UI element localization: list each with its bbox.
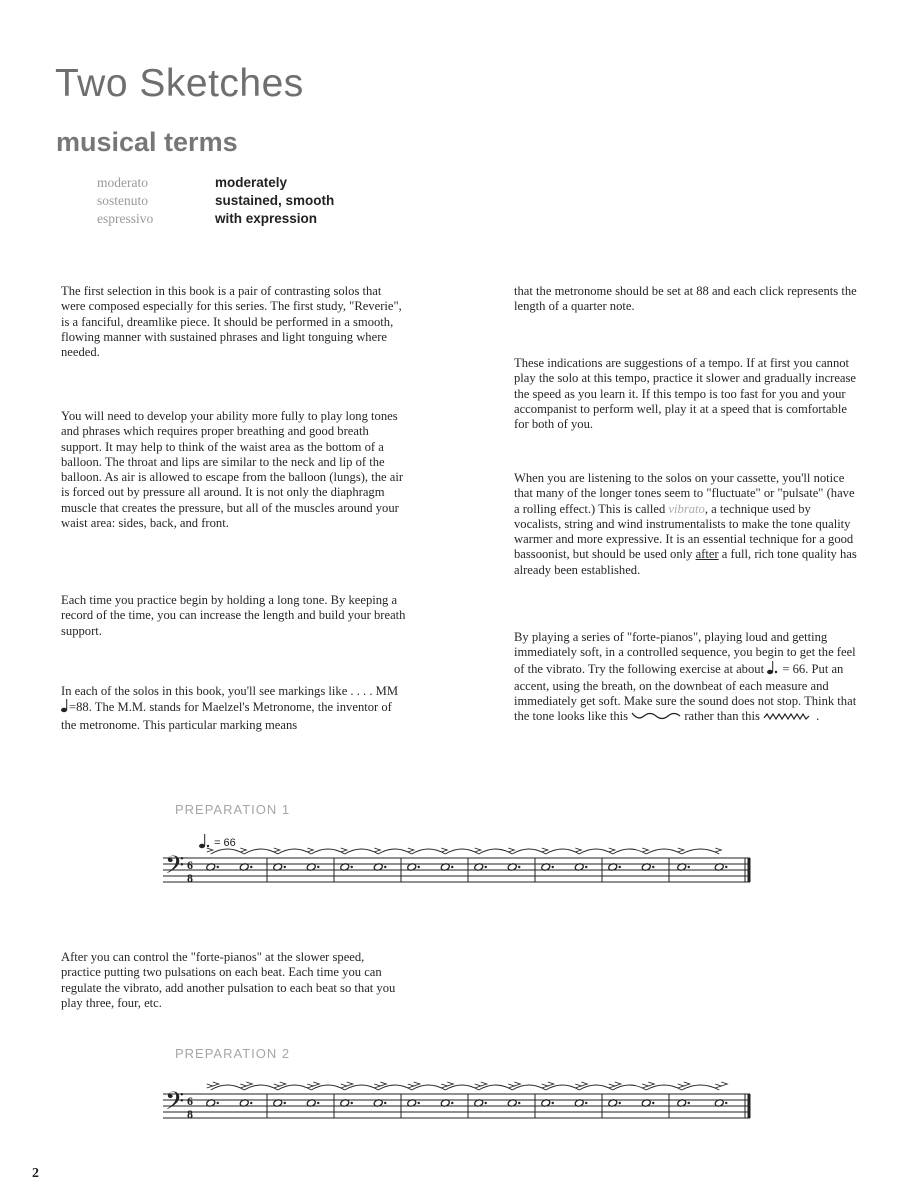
tempo-value: = 66 [214,837,236,849]
term-row [97,192,334,210]
tie [378,1085,412,1090]
section-title: musical terms [56,127,238,157]
accent-mark [542,1084,548,1088]
augmentation-dot [384,866,386,868]
augmentation-dot [451,1102,453,1104]
tie [682,849,720,854]
accent-mark [514,1082,520,1086]
tie [412,849,446,854]
augmentation-dot [552,866,554,868]
accent-mark [307,1084,313,1088]
augmentation-dot [284,866,286,868]
augmentation-dot [725,1102,727,1104]
accent-mark [481,1082,487,1086]
augmentation-dot [317,1102,319,1104]
accent-mark [648,1082,654,1086]
tie [512,849,546,854]
musical-terms-list [97,174,334,228]
tie [546,1085,580,1090]
accent-mark [642,848,648,852]
tie [646,849,682,854]
augmentation-dot [518,866,520,868]
accent-mark [414,1082,420,1086]
term-english: sustained, smooth [215,193,335,208]
paragraph: The first selection in this book is a pair of contrasting solos that were composed especially for this series. The first study, "Reverie", is a fanciful, dreamlike piece. It should be performed in a smooth, flowing manner with sustained phrases and light tonguing where needed. [61,284,402,360]
accent-mark [508,848,514,852]
augmentation-dot [217,866,219,868]
accent-mark [408,848,414,852]
accent-mark [609,848,615,852]
term-english: moderately [215,175,288,190]
time-signature-top: 6 [187,1094,193,1108]
augmentation-dot [619,866,621,868]
paragraph: You will need to develop your ability more fully to play long tones and phrases which requires proper breathing and good breath support. It may help to think of the waist area as the bottom of a balloon. The throat and lips are similar to the neck and lip of the balloon. As air is allowed to escape from the balloon (lungs), the air is forced out by pressure all around. It is not only the diaphragm muscle that creates the pressure, but all of the muscles around your waist area: sides, back, and front. [61,409,404,531]
tie [479,849,513,854]
augmentation-dot [688,1102,690,1104]
accent-mark [280,1082,286,1086]
jagged-wave-icon [763,711,813,726]
term-row [97,210,334,228]
term-english: with expression [215,211,318,226]
time-signature-bottom: 8 [187,871,193,885]
accent-mark [380,1082,386,1086]
bass-clef-icon: 𝄢 [165,851,185,886]
tie [445,849,479,854]
accent-mark [678,848,684,852]
tie [211,849,245,854]
augmentation-dot [250,1102,252,1104]
tie [445,1085,479,1090]
augmentation-dot [451,866,453,868]
accent-mark [341,1084,347,1088]
text-run: . [813,709,820,724]
augmentation-dot [585,1102,587,1104]
augmentation-dot [619,1102,621,1104]
accent-mark [609,1084,615,1088]
bass-clef-icon: 𝄢 [165,1087,185,1122]
paragraph: After you can control the "forte-pianos" at the slower speed, practice putting two pulsations on each beat. Each time you can regulate the vibrato, add another pulsation to each beat so that you play three, four, etc. [61,950,396,1010]
augmentation-dot [652,866,654,868]
accent-mark [274,1084,280,1088]
paragraph [514,471,859,578]
accent-mark [447,1082,453,1086]
tie [244,849,278,854]
accent-mark [274,848,280,852]
augmentation-dot [351,866,353,868]
accent-mark [341,848,347,852]
augmentation-dot [652,1102,654,1104]
text-run: =88. The M.M. stands for Maelzel's Metronome, the inventor of the metronome. This particular marking means [61,700,392,732]
music-staff [0,1076,900,1136]
accent-mark [207,848,213,852]
text-run: When you are listening to the solos on your cassette, you'll notice that many of the longer tones seem to "fluctuate" or "pulsate" (have a rolling effect.) This is called [514,471,855,516]
accent-mark [575,848,581,852]
augmentation-dot [585,866,587,868]
accent-mark [408,1084,414,1088]
accent-mark [508,1084,514,1088]
accent-mark [642,1084,648,1088]
accent-mark [721,1082,727,1086]
tie [412,1085,446,1090]
augmentation-dot [284,1102,286,1104]
augmentation-dot [485,1102,487,1104]
augmentation-dot [384,1102,386,1104]
tie [579,849,613,854]
accent-mark [313,1082,319,1086]
paragraph: Each time you practice begin by holding a long tone. By keeping a record of the time, you can increase the length and build your breath support. [61,593,406,638]
quarter-note-icon [61,699,69,717]
term-italian: moderato [97,175,148,190]
augmentation-dot [518,1102,520,1104]
tie [378,849,412,854]
time-signature-top: 6 [187,858,193,872]
tie [546,849,580,854]
accent-mark [213,1082,219,1086]
accent-mark [542,848,548,852]
accent-mark [475,848,481,852]
accent-mark [575,1084,581,1088]
music-staff [0,840,900,900]
augmentation-dot [351,1102,353,1104]
page-title: Two Sketches [55,62,304,105]
accent-mark [374,1084,380,1088]
text-run: a full, rich tone quality has already been established. [514,547,857,577]
tie [646,1085,682,1090]
tie [311,849,345,854]
augmentation-dot [688,866,690,868]
augmentation-dot [725,866,727,868]
augmentation-dot [485,866,487,868]
augmentation-dot [418,866,420,868]
paragraph: that the metronome should be set at 88 and each click represents the length of a quarter note. [514,284,857,314]
vibrato-term: vibrato [668,501,705,516]
term-italian: sostenuto [97,193,149,208]
accent-mark [684,1082,690,1086]
accent-mark [240,1084,246,1088]
augmentation-dot [552,1102,554,1104]
accent-mark [441,1084,447,1088]
text-run: = 66. Put an accent, using the breath, on the downbeat of each measure and immediately get soft. Make sure the sound does not stop. Think that the tone looks like this [514,661,857,724]
accent-mark [548,1082,554,1086]
tie [613,1085,647,1090]
accent-mark [307,848,313,852]
time-signature-bottom: 8 [187,1107,193,1121]
tie [345,849,379,854]
text-run: By playing a series of "forte-pianos", playing loud and getting immediately soft, in a controlled sequence, you begin to get the feel of the vibrato. Try the following exercise at about [514,630,856,676]
augmentation-dot [217,1102,219,1104]
tie [682,1085,720,1090]
accent-mark [581,1082,587,1086]
accent-mark [240,848,246,852]
preparation-2-label: PREPARATION 2 [175,1046,291,1061]
augmentation-dot [250,866,252,868]
accent-mark [347,1082,353,1086]
tie [613,849,647,854]
tie [512,1085,546,1090]
term-row [97,174,334,192]
augmentation-dot [418,1102,420,1104]
tie [479,1085,513,1090]
tie [345,1085,379,1090]
accent-mark [374,848,380,852]
accent-mark [715,1084,721,1088]
dotted-quarter-note-icon [767,661,779,679]
accent-mark [246,1082,252,1086]
accent-mark [475,1084,481,1088]
accent-mark [678,1084,684,1088]
underlined-word: after [695,547,719,562]
paragraph [514,630,859,727]
tie [278,1085,312,1090]
page-number: 2 [32,1166,39,1181]
preparation-1-label: PREPARATION 1 [175,802,291,817]
tie [278,849,312,854]
smooth-wave-icon [631,710,681,726]
accent-mark [615,1082,621,1086]
paragraph: These indications are suggestions of a tempo. If at first you cannot play the solo at this tempo, practice it slower and gradually increase the speed as you learn it. If this tempo is too fast for you and your accompanist to perform well, play it at a speed that is comfortable for both of you. [514,356,857,432]
tie [579,1085,613,1090]
tie [244,1085,278,1090]
text-run: , a technique used by vocalists, string and wind instrumentalists to make the tone quality warmer and more expressive. It is an essential technique for a good bassoonist, but should be used only [514,501,854,562]
accent-mark [715,848,721,852]
text-run: In each of the solos in this book, you'll see markings like . . . . MM [61,684,399,698]
augmentation-dot [317,866,319,868]
accent-mark [207,1084,213,1088]
paragraph [61,684,406,733]
text-run: rather than this [681,709,764,724]
term-italian: espressivo [97,211,154,226]
accent-mark [441,848,447,852]
tie [311,1085,345,1090]
tie [211,1085,245,1090]
